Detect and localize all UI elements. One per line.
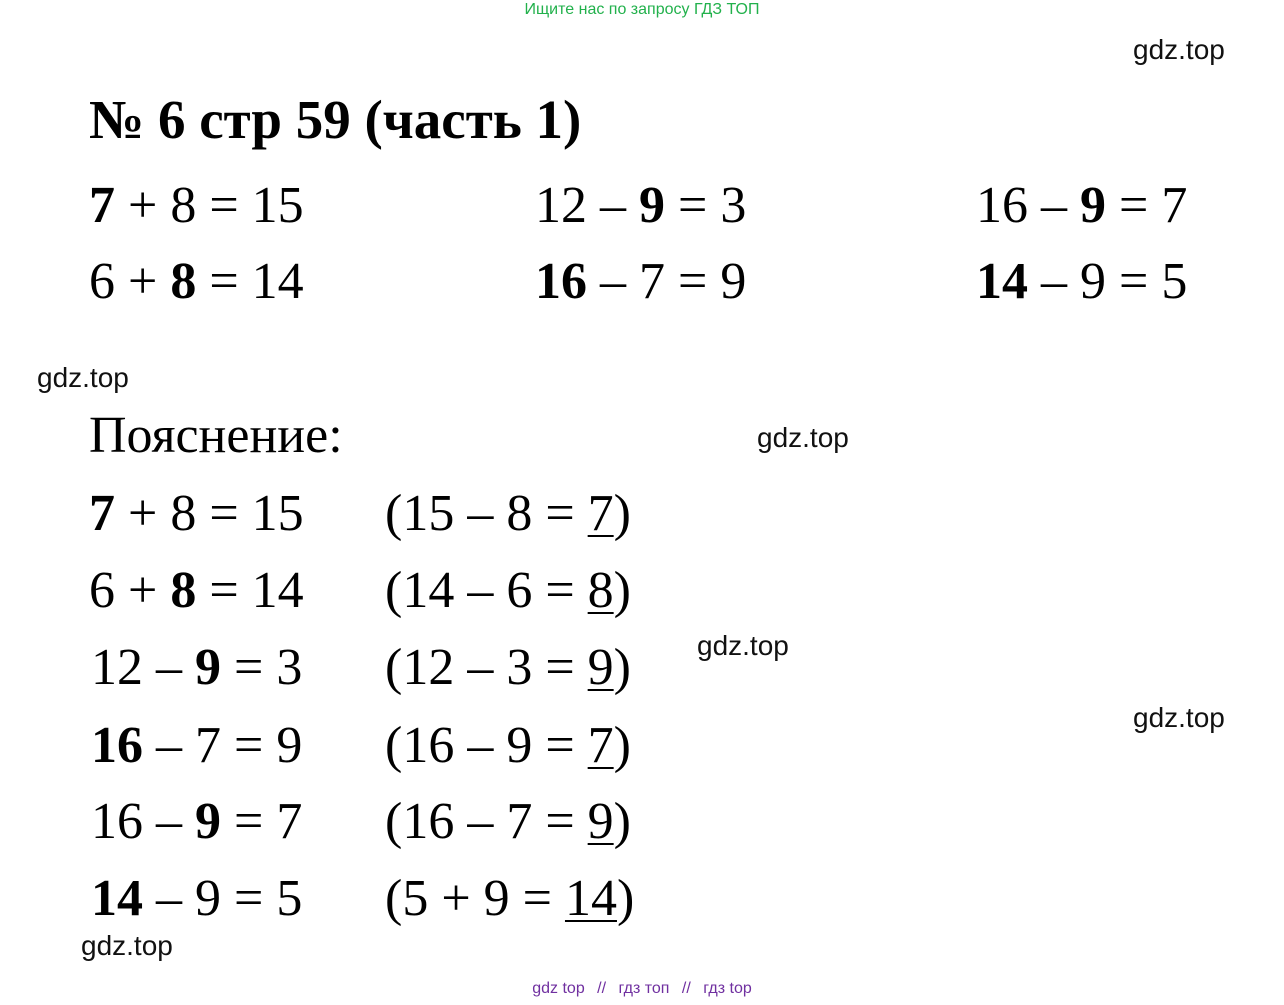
check-text: ) — [613, 562, 631, 619]
watermark: gdz.top — [697, 630, 789, 661]
explanation-equation — [91, 639, 303, 696]
missing-number: 7 — [89, 485, 115, 542]
equation-text: = 3 — [221, 639, 303, 696]
check-answer: 9 — [587, 639, 614, 696]
equation-text: – 9 = 5 — [143, 870, 303, 927]
equation-text: = 14 — [196, 253, 304, 310]
equation-text: = 7 — [1106, 177, 1188, 234]
missing-number: 9 — [195, 793, 221, 850]
explanation-check — [385, 562, 631, 619]
missing-number: 9 — [1080, 177, 1106, 234]
missing-number: 16 — [91, 717, 143, 774]
footer-link[interactable]: гдз top — [703, 980, 752, 997]
answer-equation — [89, 253, 304, 310]
footer-separator: // — [597, 980, 607, 997]
explanation-label: Пояснение: — [89, 407, 343, 464]
equation-text: 12 – — [535, 177, 639, 234]
missing-number: 9 — [639, 177, 665, 234]
explanation-equation — [89, 485, 304, 542]
check-text: (12 – 3 = — [385, 639, 588, 696]
explanation-check — [385, 485, 631, 542]
answer-equation — [976, 253, 1188, 310]
explanation-equation — [89, 562, 304, 619]
check-text: ) — [613, 639, 631, 696]
equation-text: + 8 = 15 — [115, 485, 304, 542]
equation-text: – 7 = 9 — [143, 717, 303, 774]
equation-text: 6 + — [89, 562, 171, 619]
equation-text: = 3 — [665, 177, 747, 234]
footer — [0, 980, 1284, 998]
footer-separator: // — [681, 980, 691, 997]
page-title: № 6 стр 59 (часть 1) — [89, 89, 582, 150]
explanation-check — [385, 717, 631, 774]
explanation-check — [385, 870, 635, 927]
answer-equation — [976, 177, 1188, 234]
explanation-equation — [91, 870, 303, 927]
check-text: ) — [616, 870, 635, 927]
check-answer: 7 — [587, 717, 614, 774]
equation-text: = 7 — [221, 793, 303, 850]
missing-number: 7 — [89, 177, 115, 234]
missing-number: 16 — [535, 253, 587, 310]
answer-equation — [89, 177, 304, 234]
equation-text: – 7 = 9 — [587, 253, 747, 310]
check-text: ) — [613, 793, 631, 850]
missing-number: 14 — [91, 870, 143, 927]
watermark: gdz.top — [81, 930, 173, 961]
check-answer: 9 — [587, 793, 614, 850]
answer-equation — [535, 253, 747, 310]
check-answer: 7 — [587, 485, 614, 542]
answer-equation — [535, 177, 747, 234]
check-text: (14 – 6 = — [385, 562, 588, 619]
explanation-check — [385, 793, 631, 850]
check-text: ) — [613, 485, 631, 542]
watermark: gdz.top — [757, 422, 849, 453]
check-text: (15 – 8 = — [385, 485, 588, 542]
check-text: (16 – 7 = — [385, 793, 588, 850]
check-answer: 8 — [587, 562, 614, 619]
explanation-equation — [91, 717, 303, 774]
watermark: gdz.top — [1133, 34, 1225, 65]
footer-link[interactable]: гдз топ — [618, 980, 670, 997]
missing-number: 8 — [170, 562, 197, 619]
explanation-check — [385, 639, 631, 696]
equation-text: 6 + — [89, 253, 171, 310]
watermark: gdz.top — [37, 362, 129, 393]
equation-text: – 9 = 5 — [1028, 253, 1188, 310]
equation-text: + 8 = 15 — [115, 177, 304, 234]
footer-link[interactable]: gdz top — [532, 980, 585, 997]
missing-number: 9 — [195, 639, 221, 696]
equation-text: 16 – — [91, 793, 195, 850]
equation-text: = 14 — [196, 562, 304, 619]
check-text: (5 + 9 = — [385, 870, 565, 927]
check-text: (16 – 9 = — [385, 717, 588, 774]
equation-text: 12 – — [91, 639, 195, 696]
top-banner: Ищите нас по запросу ГДЗ ТОП — [524, 1, 760, 18]
equation-text: 16 – — [976, 177, 1080, 234]
missing-number: 14 — [976, 253, 1028, 310]
missing-number: 8 — [170, 253, 197, 310]
watermark: gdz.top — [1133, 702, 1225, 733]
check-text: ) — [613, 717, 631, 774]
check-answer: 14 — [564, 870, 617, 927]
explanation-equation — [91, 793, 303, 850]
